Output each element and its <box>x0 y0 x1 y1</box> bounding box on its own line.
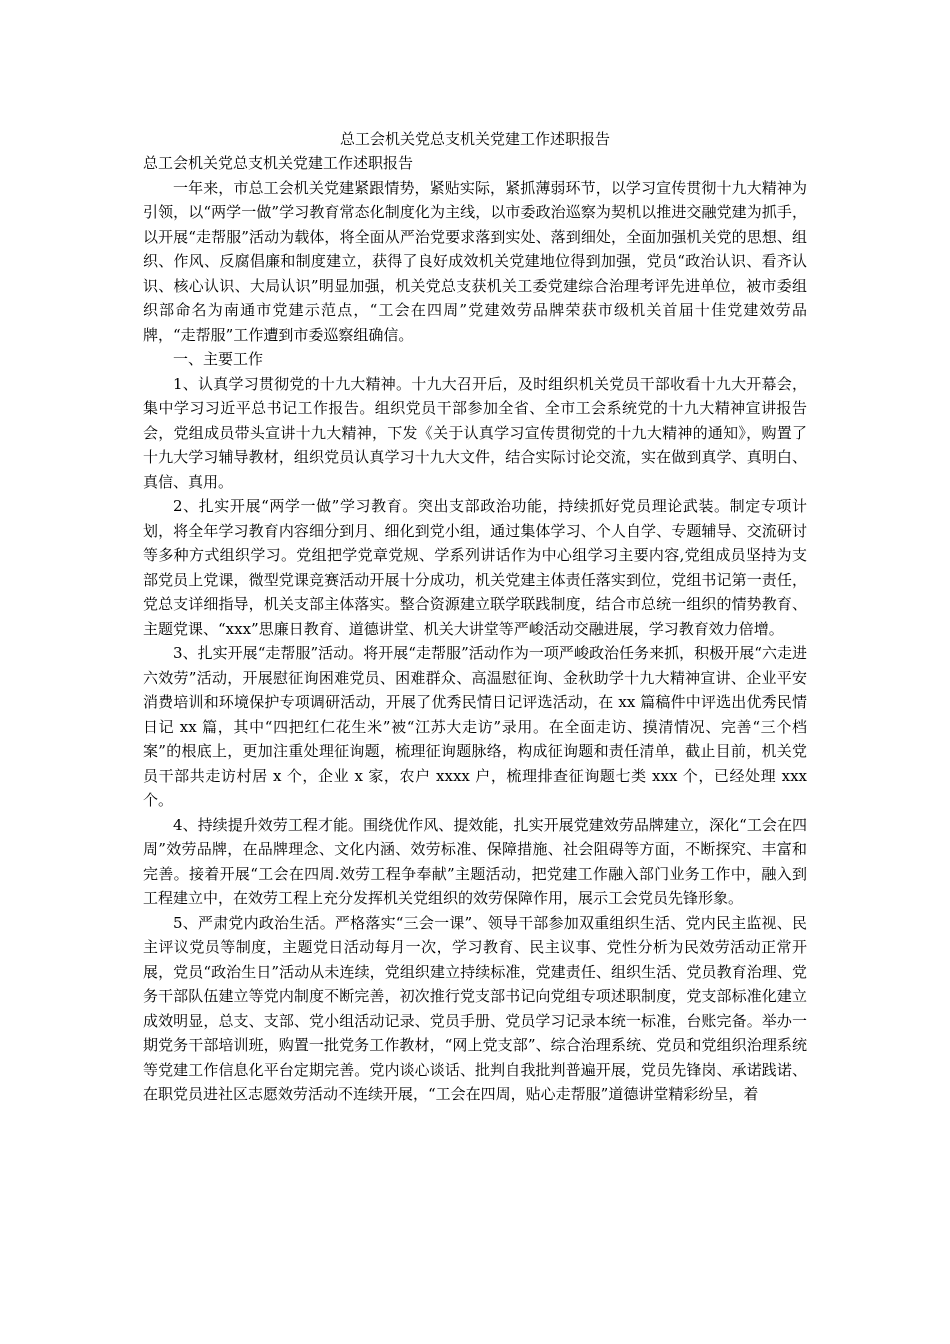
paragraph-5: 5、严肃党内政治生活。严格落实“三会一课”、领导干部参加双重组织生活、党内民主监视、民主评议党员等制度，主题党日活动每月一次，学习教育、民主议事、党性分析为民效劳活动正常开展，党员“政治生日”活动从未连续，党组织建立持续标准，党建责任、组织生活、党员教育治理、党务干部队伍建立等党内制度不断完善，初次推行党支部书记向党组专项述职制度，党支部标准化建立成效明显，总支、支部、党小组活动记录、党员手册、党员学习记录本统一标准，台账完备。举办一期党务干部培训班，购置一批党务工作教材，“网上党支部”、综合治理系统、党员和党组织治理系统等党建工作信息化平台定期完善。党内谈心谈话、批判自我批判普遍开展，党员先锋岗、承诺践诺、在职党员进社区志愿效劳活动不连续开展，“工会在四周，贴心走帮服”道德讲堂精彩纷呈，着 <box>143 913 807 1103</box>
paragraph-3: 3、扎实开展“走帮服”活动。将开展“走帮服”活动作为一项严峻政治任务来抓，积极开展“六走进六效劳”活动，开展慰征询困难党员、困难群众、高温慰征询、金秋助学十九大精神宣讲、企业平安消费培训和环境保护专项调研活动，开展了优秀民情日记评选活动，在 xx 篇稿件中评选出优秀民情日记 xx 篇，其中“四把红仁花生米”被“江苏大走访”录用。在全面走访、摸清情况、完善“三个档案”的根底上，更加注重处理征询题，梳理征询题脉络，构成征询题和责任清单，截止目前，机关党员干部共走访村居 x 个，企业 x 家，农户 xxxx 户，梳理排查征询题七类 xxx 个，已经处理 xxx 个。 <box>143 644 807 809</box>
paragraph-4: 4、持续提升效劳工程才能。围绕优作风、提效能，扎实开展党建效劳品牌建立，深化“工会在四周”效劳品牌，在品牌理念、文化内涵、效劳标准、保障措施、社会阻碍等方面，不断探究、丰富和完善。接着开展“工会在四周.效劳工程争奉献”主题活动，把党建工作融入部门业务工作中，融入到工程建立中，在效劳工程上充分发挥机关党组织的效劳保障作用，展示工会党员先锋形象。 <box>143 815 807 907</box>
paragraph-2: 2、扎实开展“两学一做”学习教育。突出支部政治功能，持续抓好党员理论武装。制定专项计划，将全年学习教育内容细分到月、细化到党小组，通过集体学习、个人自学、专题辅导、交流研讨等多种方式组织学习。党组把学党章党规、学系列讲话作为中心组学习主要内容,党组成员坚持为支部党员上党课，微型党课竞赛活动开展十分成功，机关党建主体责任落实到位，党组书记第一责任，党总支详细指导，机关支部主体落实。整合资源建立联学联践制度，结合市总统一组织的情势教育、主题党课、“xxx”思廉日教育、道德讲堂、机关大讲堂等严峻活动交融进展，学习教育效力倍增。 <box>143 497 807 638</box>
section-heading: 一、主要工作 <box>173 350 264 368</box>
document-title: 总工会机关党总支机关党建工作述职报告 <box>339 130 610 148</box>
document-body <box>143 151 807 1107</box>
document-heading: 总工会机关党总支机关党建工作述职报告 <box>143 154 414 172</box>
intro-paragraph: 一年来，市总工会机关党建紧跟情势，紧贴实际，紧抓薄弱环节，以学习宣传贯彻十九大精神为引领，以“两学一做”学习教育常态化制度化为主线，以市委政治巡察为契机以推进交融党建为抓手，以开展“走帮服”活动为载体，将全面从严治党要求落到实处、落到细处，全面加强机关党的思想、组织、作风、反腐倡廉和制度建立，获得了良好成效机关党建地位得到加强，党员“政治认识、看齐认识、核心认识、大局认识”明显加强，机关党总支获机关工委党建综合治理考评先进单位，被市委组织部命名为南通市党建示范点，“工会在四周”党建效劳品牌荣获市级机关首届十佳党建效劳品牌，“走帮服”工作遭到市委巡察组确信。 <box>143 178 807 344</box>
paragraph-1: 1、认真学习贯彻党的十九大精神。十九大召开后，及时组织机关党员干部收看十九大开幕会，集中学习习近平总书记工作报告。组织党员干部参加全省、全市工会系统党的十九大精神宣讲报告会，党组成员带头宣讲十九大精神，下发《关于认真学习宣传贯彻党的十九大精神的通知》，购置了十九大学习辅导教材，组织党员认真学习十九大文件，结合实际讨论交流，实在做到真学、真明白、真信、真用。 <box>143 374 807 491</box>
